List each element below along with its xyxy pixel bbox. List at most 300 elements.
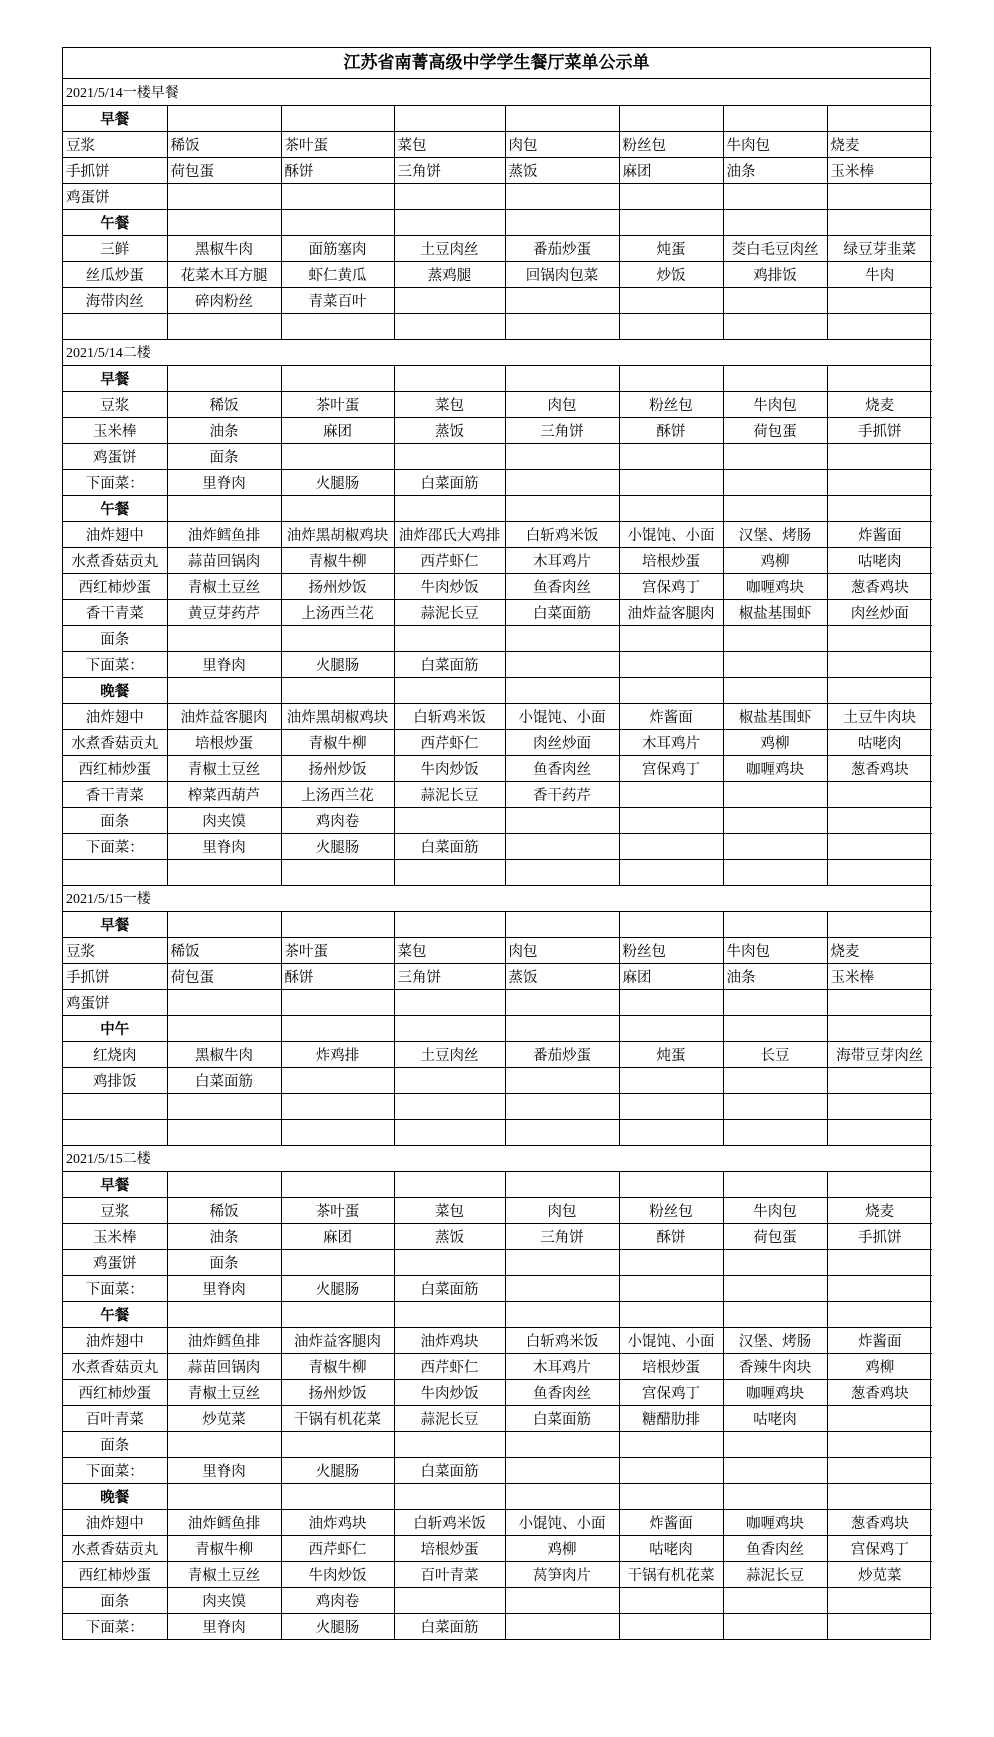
empty-cell	[827, 105, 932, 131]
dish-cell: 咕咾肉	[619, 1535, 723, 1561]
dish-cell: 手抓饼	[827, 1223, 932, 1249]
dish-cell: 蒸鸡腿	[394, 261, 505, 287]
dish-cell: 水煮香菇贡丸	[63, 729, 167, 755]
dish-cell: 牛肉包	[723, 391, 827, 417]
dish-cell: 宫保鸡丁	[619, 573, 723, 599]
menu-row	[63, 547, 932, 573]
empty-cell	[827, 209, 932, 235]
meal-header-row	[63, 365, 932, 391]
dish-cell: 西芹虾仁	[281, 1535, 394, 1561]
empty-cell	[167, 911, 281, 937]
dish-cell: 鸡排饭	[723, 261, 827, 287]
dish-cell: 西芹虾仁	[394, 729, 505, 755]
empty-cell	[827, 1093, 932, 1119]
dish-cell: 肉包	[505, 1197, 619, 1223]
date-section-row	[63, 339, 932, 365]
dish-cell: 土豆肉丝	[394, 235, 505, 261]
empty-cell	[827, 1431, 932, 1457]
empty-cell	[281, 1015, 394, 1041]
dish-cell: 面条	[63, 1587, 167, 1613]
menu-table	[63, 79, 932, 1639]
empty-cell	[505, 365, 619, 391]
menu-row	[63, 1249, 932, 1275]
empty-cell	[281, 1067, 394, 1093]
empty-cell	[281, 859, 394, 885]
dish-cell: 咖喱鸡块	[723, 1509, 827, 1535]
dish-cell: 青椒牛柳	[281, 547, 394, 573]
menu-row	[63, 1119, 932, 1145]
dish-cell: 油炸翅中	[63, 1509, 167, 1535]
menu-row	[63, 937, 932, 963]
empty-cell	[394, 1171, 505, 1197]
menu-row	[63, 1041, 932, 1067]
dish-cell: 丝瓜炒蛋	[63, 261, 167, 287]
dish-cell: 牛肉	[827, 261, 932, 287]
menu-row	[63, 521, 932, 547]
empty-cell	[723, 287, 827, 313]
empty-cell	[723, 781, 827, 807]
empty-cell	[827, 1119, 932, 1145]
dish-cell: 白菜面筋	[394, 1275, 505, 1301]
empty-cell	[505, 495, 619, 521]
section-date-label: 2021/5/14二楼	[63, 339, 932, 365]
empty-cell	[505, 1587, 619, 1613]
dish-cell: 海带豆芽肉丝	[827, 1041, 932, 1067]
meal-header-row	[63, 1015, 932, 1041]
menu-row	[63, 1223, 932, 1249]
dish-cell: 水煮香菇贡丸	[63, 1535, 167, 1561]
empty-cell	[827, 365, 932, 391]
empty-cell	[394, 989, 505, 1015]
dish-cell: 西红柿炒蛋	[63, 573, 167, 599]
empty-cell	[394, 625, 505, 651]
dish-cell: 玉米棒	[827, 157, 932, 183]
dish-cell: 牛肉包	[723, 131, 827, 157]
dish-cell: 里脊肉	[167, 651, 281, 677]
dish-cell: 西红柿炒蛋	[63, 755, 167, 781]
dish-cell: 葱香鸡块	[827, 1379, 932, 1405]
menu-title: 江苏省南菁高级中学学生餐厅菜单公示单	[63, 48, 930, 79]
menu-row	[63, 1197, 932, 1223]
empty-cell	[167, 365, 281, 391]
empty-cell	[281, 1119, 394, 1145]
empty-cell	[505, 625, 619, 651]
empty-cell	[827, 469, 932, 495]
menu-row	[63, 833, 932, 859]
dish-cell: 面条	[63, 1431, 167, 1457]
dish-cell: 麻团	[281, 417, 394, 443]
empty-cell	[723, 1613, 827, 1639]
empty-cell	[619, 1119, 723, 1145]
dish-cell: 稀饭	[167, 937, 281, 963]
dish-cell: 里脊肉	[167, 1613, 281, 1639]
empty-cell	[827, 313, 932, 339]
dish-cell: 木耳鸡片	[619, 729, 723, 755]
menu-row	[63, 573, 932, 599]
empty-cell	[394, 1119, 505, 1145]
dish-cell: 鱼香肉丝	[723, 1535, 827, 1561]
dish-cell: 牛肉包	[723, 1197, 827, 1223]
dish-cell: 白菜面筋	[505, 1405, 619, 1431]
dish-cell: 青椒牛柳	[281, 1353, 394, 1379]
empty-cell	[723, 365, 827, 391]
empty-cell	[619, 781, 723, 807]
empty-cell	[723, 1587, 827, 1613]
meal-label: 午餐	[63, 209, 167, 235]
empty-cell	[167, 495, 281, 521]
empty-cell	[827, 989, 932, 1015]
empty-cell	[619, 1613, 723, 1639]
empty-cell	[505, 1457, 619, 1483]
dish-cell: 肉包	[505, 391, 619, 417]
dish-cell: 蒜泥长豆	[723, 1561, 827, 1587]
dish-cell: 油炸鳕鱼排	[167, 1509, 281, 1535]
dish-cell: 三角饼	[394, 963, 505, 989]
empty-cell	[394, 365, 505, 391]
dish-cell: 油条	[167, 417, 281, 443]
dish-cell: 蒜泥长豆	[394, 1405, 505, 1431]
dish-cell: 烧麦	[827, 1197, 932, 1223]
dish-cell: 青椒土豆丝	[167, 755, 281, 781]
empty-cell	[723, 1119, 827, 1145]
empty-cell	[723, 469, 827, 495]
empty-cell	[505, 989, 619, 1015]
empty-cell	[619, 183, 723, 209]
dish-cell: 香辣牛肉块	[723, 1353, 827, 1379]
dish-cell: 面条	[63, 807, 167, 833]
dish-cell: 油炸鸡块	[394, 1327, 505, 1353]
menu-row	[63, 1587, 932, 1613]
dish-cell: 荷包蛋	[167, 157, 281, 183]
dish-cell: 下面菜：	[63, 1457, 167, 1483]
menu-row	[63, 417, 932, 443]
empty-cell	[505, 183, 619, 209]
empty-cell	[827, 781, 932, 807]
dish-cell: 粉丝包	[619, 131, 723, 157]
meal-header-row	[63, 495, 932, 521]
menu-row	[63, 729, 932, 755]
dish-cell: 干锅有机花菜	[281, 1405, 394, 1431]
meal-header-row	[63, 105, 932, 131]
empty-cell	[827, 911, 932, 937]
dish-cell: 长豆	[723, 1041, 827, 1067]
dish-cell: 火腿肠	[281, 1457, 394, 1483]
empty-cell	[723, 1171, 827, 1197]
section-date-label: 2021/5/15一楼	[63, 885, 932, 911]
dish-cell: 白菜面筋	[394, 1613, 505, 1639]
empty-cell	[723, 651, 827, 677]
dish-cell: 蒸饭	[394, 417, 505, 443]
dish-cell: 油炸邵氏大鸡排	[394, 521, 505, 547]
menu-row	[63, 1431, 932, 1457]
empty-cell	[723, 495, 827, 521]
empty-cell	[167, 313, 281, 339]
empty-cell	[827, 1587, 932, 1613]
dish-cell: 虾仁黄瓜	[281, 261, 394, 287]
dish-cell: 鸡肉卷	[281, 807, 394, 833]
empty-cell	[723, 807, 827, 833]
dish-cell: 扬州炒饭	[281, 1379, 394, 1405]
dish-cell: 油炸益客腿肉	[619, 599, 723, 625]
dish-cell: 扬州炒饭	[281, 755, 394, 781]
dish-cell: 玉米棒	[827, 963, 932, 989]
dish-cell: 鸡柳	[827, 1353, 932, 1379]
empty-cell	[505, 1171, 619, 1197]
dish-cell: 黑椒牛肉	[167, 235, 281, 261]
empty-cell	[281, 365, 394, 391]
empty-cell	[281, 183, 394, 209]
empty-cell	[619, 105, 723, 131]
dish-cell: 油炸鸡块	[281, 1509, 394, 1535]
dish-cell: 土豆牛肉块	[827, 703, 932, 729]
dish-cell: 油条	[167, 1223, 281, 1249]
dish-cell: 菜包	[394, 937, 505, 963]
empty-cell	[723, 1067, 827, 1093]
empty-cell	[394, 1093, 505, 1119]
dish-cell: 鸡排饭	[63, 1067, 167, 1093]
dish-cell: 菜包	[394, 391, 505, 417]
dish-cell: 葱香鸡块	[827, 1509, 932, 1535]
menu-row	[63, 1093, 932, 1119]
dish-cell: 汉堡、烤肠	[723, 521, 827, 547]
dish-cell: 咖喱鸡块	[723, 755, 827, 781]
dish-cell: 蒸饭	[394, 1223, 505, 1249]
empty-cell	[394, 313, 505, 339]
menu-row	[63, 651, 932, 677]
empty-cell	[619, 859, 723, 885]
dish-cell: 豆浆	[63, 131, 167, 157]
dish-cell: 汉堡、烤肠	[723, 1327, 827, 1353]
meal-header-row	[63, 911, 932, 937]
empty-cell	[394, 911, 505, 937]
dish-cell: 炖蛋	[619, 1041, 723, 1067]
empty-cell	[827, 1301, 932, 1327]
empty-cell	[723, 105, 827, 131]
menu-row	[63, 287, 932, 313]
empty-cell	[723, 1093, 827, 1119]
empty-cell	[505, 651, 619, 677]
dish-cell: 木耳鸡片	[505, 547, 619, 573]
dish-cell: 豆浆	[63, 937, 167, 963]
empty-cell	[281, 313, 394, 339]
menu-row	[63, 443, 932, 469]
dish-cell: 里脊肉	[167, 833, 281, 859]
dish-cell: 青椒牛柳	[167, 1535, 281, 1561]
empty-cell	[281, 495, 394, 521]
dish-cell: 黑椒牛肉	[167, 1041, 281, 1067]
dish-cell: 香干药芹	[505, 781, 619, 807]
empty-cell	[505, 1301, 619, 1327]
dish-cell: 白菜面筋	[394, 469, 505, 495]
dish-cell: 粉丝包	[619, 391, 723, 417]
dish-cell: 肉夹馍	[167, 1587, 281, 1613]
empty-cell	[619, 443, 723, 469]
menu-row	[63, 183, 932, 209]
empty-cell	[827, 1171, 932, 1197]
dish-cell: 蒜泥长豆	[394, 599, 505, 625]
menu-row	[63, 755, 932, 781]
dish-cell: 烧麦	[827, 131, 932, 157]
dish-cell: 肉包	[505, 937, 619, 963]
empty-cell	[167, 677, 281, 703]
dish-cell: 炒苋菜	[167, 1405, 281, 1431]
date-section-row	[63, 885, 932, 911]
meal-label: 晚餐	[63, 677, 167, 703]
dish-cell: 荷包蛋	[167, 963, 281, 989]
meal-header-row	[63, 1301, 932, 1327]
empty-cell	[394, 287, 505, 313]
empty-cell	[619, 1171, 723, 1197]
dish-cell: 面条	[167, 443, 281, 469]
empty-cell	[619, 989, 723, 1015]
dish-cell: 粉丝包	[619, 937, 723, 963]
dish-cell: 青椒土豆丝	[167, 1561, 281, 1587]
dish-cell: 蒜泥长豆	[394, 781, 505, 807]
dish-cell: 鱼香肉丝	[505, 755, 619, 781]
dish-cell: 油条	[723, 157, 827, 183]
dish-cell: 下面菜：	[63, 1613, 167, 1639]
empty-cell	[619, 833, 723, 859]
dish-cell: 面条	[63, 625, 167, 651]
meal-label: 午餐	[63, 1301, 167, 1327]
dish-cell: 白菜面筋	[505, 599, 619, 625]
dish-cell: 茶叶蛋	[281, 1197, 394, 1223]
dish-cell: 红烧肉	[63, 1041, 167, 1067]
empty-cell	[394, 1249, 505, 1275]
empty-cell	[394, 1015, 505, 1041]
empty-cell	[394, 209, 505, 235]
dish-cell: 水煮香菇贡丸	[63, 547, 167, 573]
dish-cell: 里脊肉	[167, 1275, 281, 1301]
dish-cell: 面筋塞肉	[281, 235, 394, 261]
dish-cell: 三鲜	[63, 235, 167, 261]
dish-cell: 火腿肠	[281, 833, 394, 859]
empty-cell	[619, 1431, 723, 1457]
menu-row	[63, 1535, 932, 1561]
empty-cell	[723, 911, 827, 937]
empty-cell	[505, 859, 619, 885]
dish-cell: 茭白毛豆肉丝	[723, 235, 827, 261]
dish-cell: 香干青菜	[63, 599, 167, 625]
empty-cell	[281, 1171, 394, 1197]
dish-cell: 葱香鸡块	[827, 755, 932, 781]
dish-cell: 碎肉粉丝	[167, 287, 281, 313]
menu-row	[63, 989, 932, 1015]
dish-cell: 回锅肉包菜	[505, 261, 619, 287]
empty-cell	[281, 1483, 394, 1509]
empty-cell	[723, 859, 827, 885]
empty-cell	[394, 1587, 505, 1613]
empty-cell	[619, 365, 723, 391]
empty-cell	[505, 105, 619, 131]
dish-cell: 白斩鸡米饭	[394, 1509, 505, 1535]
dish-cell: 白菜面筋	[394, 651, 505, 677]
empty-cell	[505, 469, 619, 495]
dish-cell: 培根炒蛋	[167, 729, 281, 755]
dish-cell: 手抓饼	[63, 963, 167, 989]
meal-header-row	[63, 1483, 932, 1509]
dish-cell: 鸡蛋饼	[63, 443, 167, 469]
dish-cell: 火腿肠	[281, 469, 394, 495]
empty-cell	[619, 911, 723, 937]
empty-cell	[619, 651, 723, 677]
meal-label: 早餐	[63, 911, 167, 937]
meal-header-row	[63, 677, 932, 703]
empty-cell	[723, 677, 827, 703]
meal-label: 早餐	[63, 105, 167, 131]
dish-cell: 油炸鳕鱼排	[167, 1327, 281, 1353]
dish-cell: 青椒牛柳	[281, 729, 394, 755]
empty-cell	[281, 209, 394, 235]
dish-cell: 烧麦	[827, 391, 932, 417]
dish-cell: 上汤西兰花	[281, 599, 394, 625]
dish-cell: 白斩鸡米饭	[394, 703, 505, 729]
dish-cell: 白菜面筋	[394, 833, 505, 859]
empty-cell	[505, 1067, 619, 1093]
empty-cell	[723, 989, 827, 1015]
empty-cell	[827, 1483, 932, 1509]
empty-cell	[281, 625, 394, 651]
dish-cell: 鸡柳	[723, 729, 827, 755]
empty-cell	[619, 1275, 723, 1301]
empty-cell	[619, 677, 723, 703]
dish-cell: 青椒土豆丝	[167, 1379, 281, 1405]
dish-cell: 炖蛋	[619, 235, 723, 261]
dish-cell: 咕咾肉	[827, 547, 932, 573]
empty-cell	[394, 807, 505, 833]
dish-cell: 酥饼	[619, 1223, 723, 1249]
dish-cell: 青菜百叶	[281, 287, 394, 313]
empty-cell	[827, 625, 932, 651]
dish-cell: 豆浆	[63, 391, 167, 417]
menu-row	[63, 781, 932, 807]
menu-row	[63, 313, 932, 339]
empty-cell	[167, 183, 281, 209]
dish-cell: 粉丝包	[619, 1197, 723, 1223]
empty-cell	[827, 807, 932, 833]
empty-cell	[505, 443, 619, 469]
dish-cell: 玉米棒	[63, 1223, 167, 1249]
empty-cell	[723, 209, 827, 235]
dish-cell: 白斩鸡米饭	[505, 1327, 619, 1353]
empty-cell	[167, 1015, 281, 1041]
dish-cell: 咖喱鸡块	[723, 1379, 827, 1405]
dish-cell: 小馄饨、小面	[505, 703, 619, 729]
dish-cell: 蒸饭	[505, 963, 619, 989]
dish-cell: 培根炒蛋	[394, 1535, 505, 1561]
empty-cell	[723, 313, 827, 339]
dish-cell: 培根炒蛋	[619, 547, 723, 573]
dish-cell: 牛肉包	[723, 937, 827, 963]
empty-cell	[723, 1249, 827, 1275]
section-date-label: 2021/5/14一楼早餐	[63, 79, 932, 105]
empty-cell	[505, 1249, 619, 1275]
empty-cell	[723, 625, 827, 651]
menu-row	[63, 469, 932, 495]
dish-cell: 西芹虾仁	[394, 1353, 505, 1379]
dish-cell: 上汤西兰花	[281, 781, 394, 807]
dish-cell: 烧麦	[827, 937, 932, 963]
empty-cell	[619, 1587, 723, 1613]
empty-cell	[167, 1483, 281, 1509]
empty-cell	[505, 1093, 619, 1119]
dish-cell: 茶叶蛋	[281, 391, 394, 417]
empty-cell	[281, 1431, 394, 1457]
dish-cell: 鸡柳	[505, 1535, 619, 1561]
dish-cell: 鸡蛋饼	[63, 1249, 167, 1275]
dish-cell: 蒜苗回锅肉	[167, 547, 281, 573]
dish-cell: 酥饼	[281, 157, 394, 183]
